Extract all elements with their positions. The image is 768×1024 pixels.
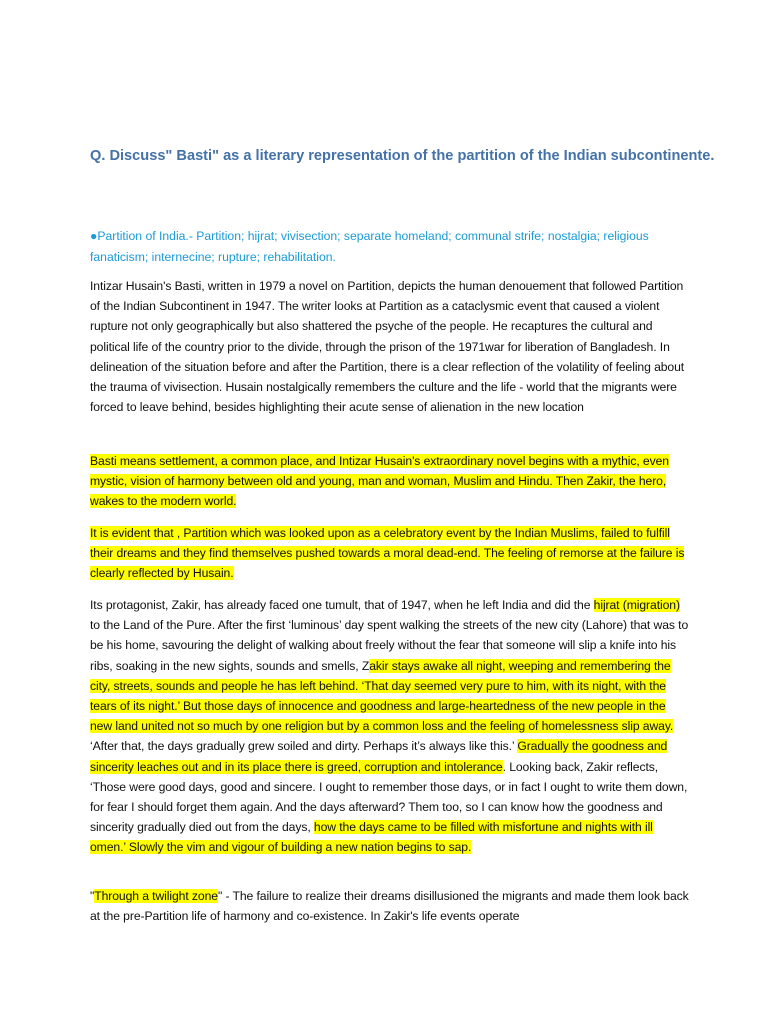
highlighted-text: Basti means settlement, a common place, and Intizar Husain's extraordinary novel begins with a mythic, even mystic, vision of harmony between old and young, man and woman, Muslim and Hindu. Then Zakir, the hero, wakes to the modern world. <box>90 454 669 509</box>
text-span: " <box>90 889 95 903</box>
highlighted-text: hijrat (migration) <box>593 598 680 612</box>
question-heading: Q. Discuss" Basti" as a literary representation of the partition of the Indian subcontinente. <box>90 148 715 164</box>
paragraph-partition-failure <box>90 523 690 584</box>
text-span: Its protagonist, Zakir, has already faced one tumult, that of 1947, when he left India and did the <box>90 598 594 612</box>
paragraph-protagonist <box>90 595 690 858</box>
highlighted-text: ’ Slowly the vim and vigour of building a new nation begins to sap. <box>123 840 472 855</box>
highlighted-text: It is evident that , Partition which was looked upon as a celebratory event by the Indian Muslims, failed to fulfill their dreams and they find themselves pushed towards a moral dead-end. The feeling of remorse at the failure is clearly reflected by Husain. <box>90 526 685 581</box>
text-span: . Looking back, Zakir reflects, ‘Those were good days, good and sincere. I ought to remember those days, or in fact I ought to write them down, for fear I should forget them again. And the days afterward? Them too, so I can know how the goodness and sincerity gradually died out from the days, <box>90 759 688 835</box>
text-span: " - The failure to realize their dreams disillusioned the migrants and made them look back at the pre-Partition life of harmony and co-existence. In Zakir's life events operate <box>90 889 689 924</box>
text-span: to the Land of the Pure. After the first ‘luminous’ day spent walking the streets of the new city (Lahore) that was to be his home, savouring the delight of walking about freely without the fear that someone will slip a knife into his ribs, soaking in the new sights, sounds and smells, Z <box>90 618 689 673</box>
text-span: ‘After that, the days gradually grew soiled and dirty. Perhaps it’s always like this.’ <box>90 739 518 754</box>
highlighted-text: Gradually the goodness and sincerity leaches out and in its place there is greed, corruption and intolerance <box>90 739 668 774</box>
highlighted-text: how the days came to be filled with misfortune and nights with ill omen. <box>90 820 653 855</box>
highlighted-text: Through a twilight zone <box>94 889 218 903</box>
paragraph-intro: Intizar Husain's Basti, written in 1979 a novel on Partition, depicts the human denouement that followed Partition of the Indian Subcontinent in 1947. The writer looks at Partition as a cataclysmic event that caused a violent rupture not only geographically but also shattered the psyche of the people. He recaptures the cultural and political life of the country prior to the divide, through the prison of the 1971war for liberation of Bangladesh. In delineation of the situation before and after the Partition, there is a clear reflection of the volatility of feeling about the trauma of vivisection. Husain nostalgically remembers the culture and the life - world that the migrants were forced to leave behind, besides highlighting their acute sense of alienation in the new location <box>90 279 685 415</box>
keywords-line: ●Partition of India.- Partition; hijrat; vivisection; separate homeland; communal strife; nostalgia; religious fanaticism; internecine; rupture; rehabilitation. <box>90 229 649 264</box>
highlighted-text: akir stays awake all night, weeping and remembering the city, streets, sounds and people he has left behind <box>90 658 671 693</box>
paragraph-twilight-zone <box>90 886 690 926</box>
paragraph-basti-meaning <box>90 451 690 512</box>
highlighted-text: . ‘That day seemed very pure to him, with its night, with the tears of its night.’ But those days of innocence and goodness and large-heartedness of the new people in the new land united not so much by one religion but by a common loss and the feeling of homelessness slip away. <box>90 678 674 734</box>
